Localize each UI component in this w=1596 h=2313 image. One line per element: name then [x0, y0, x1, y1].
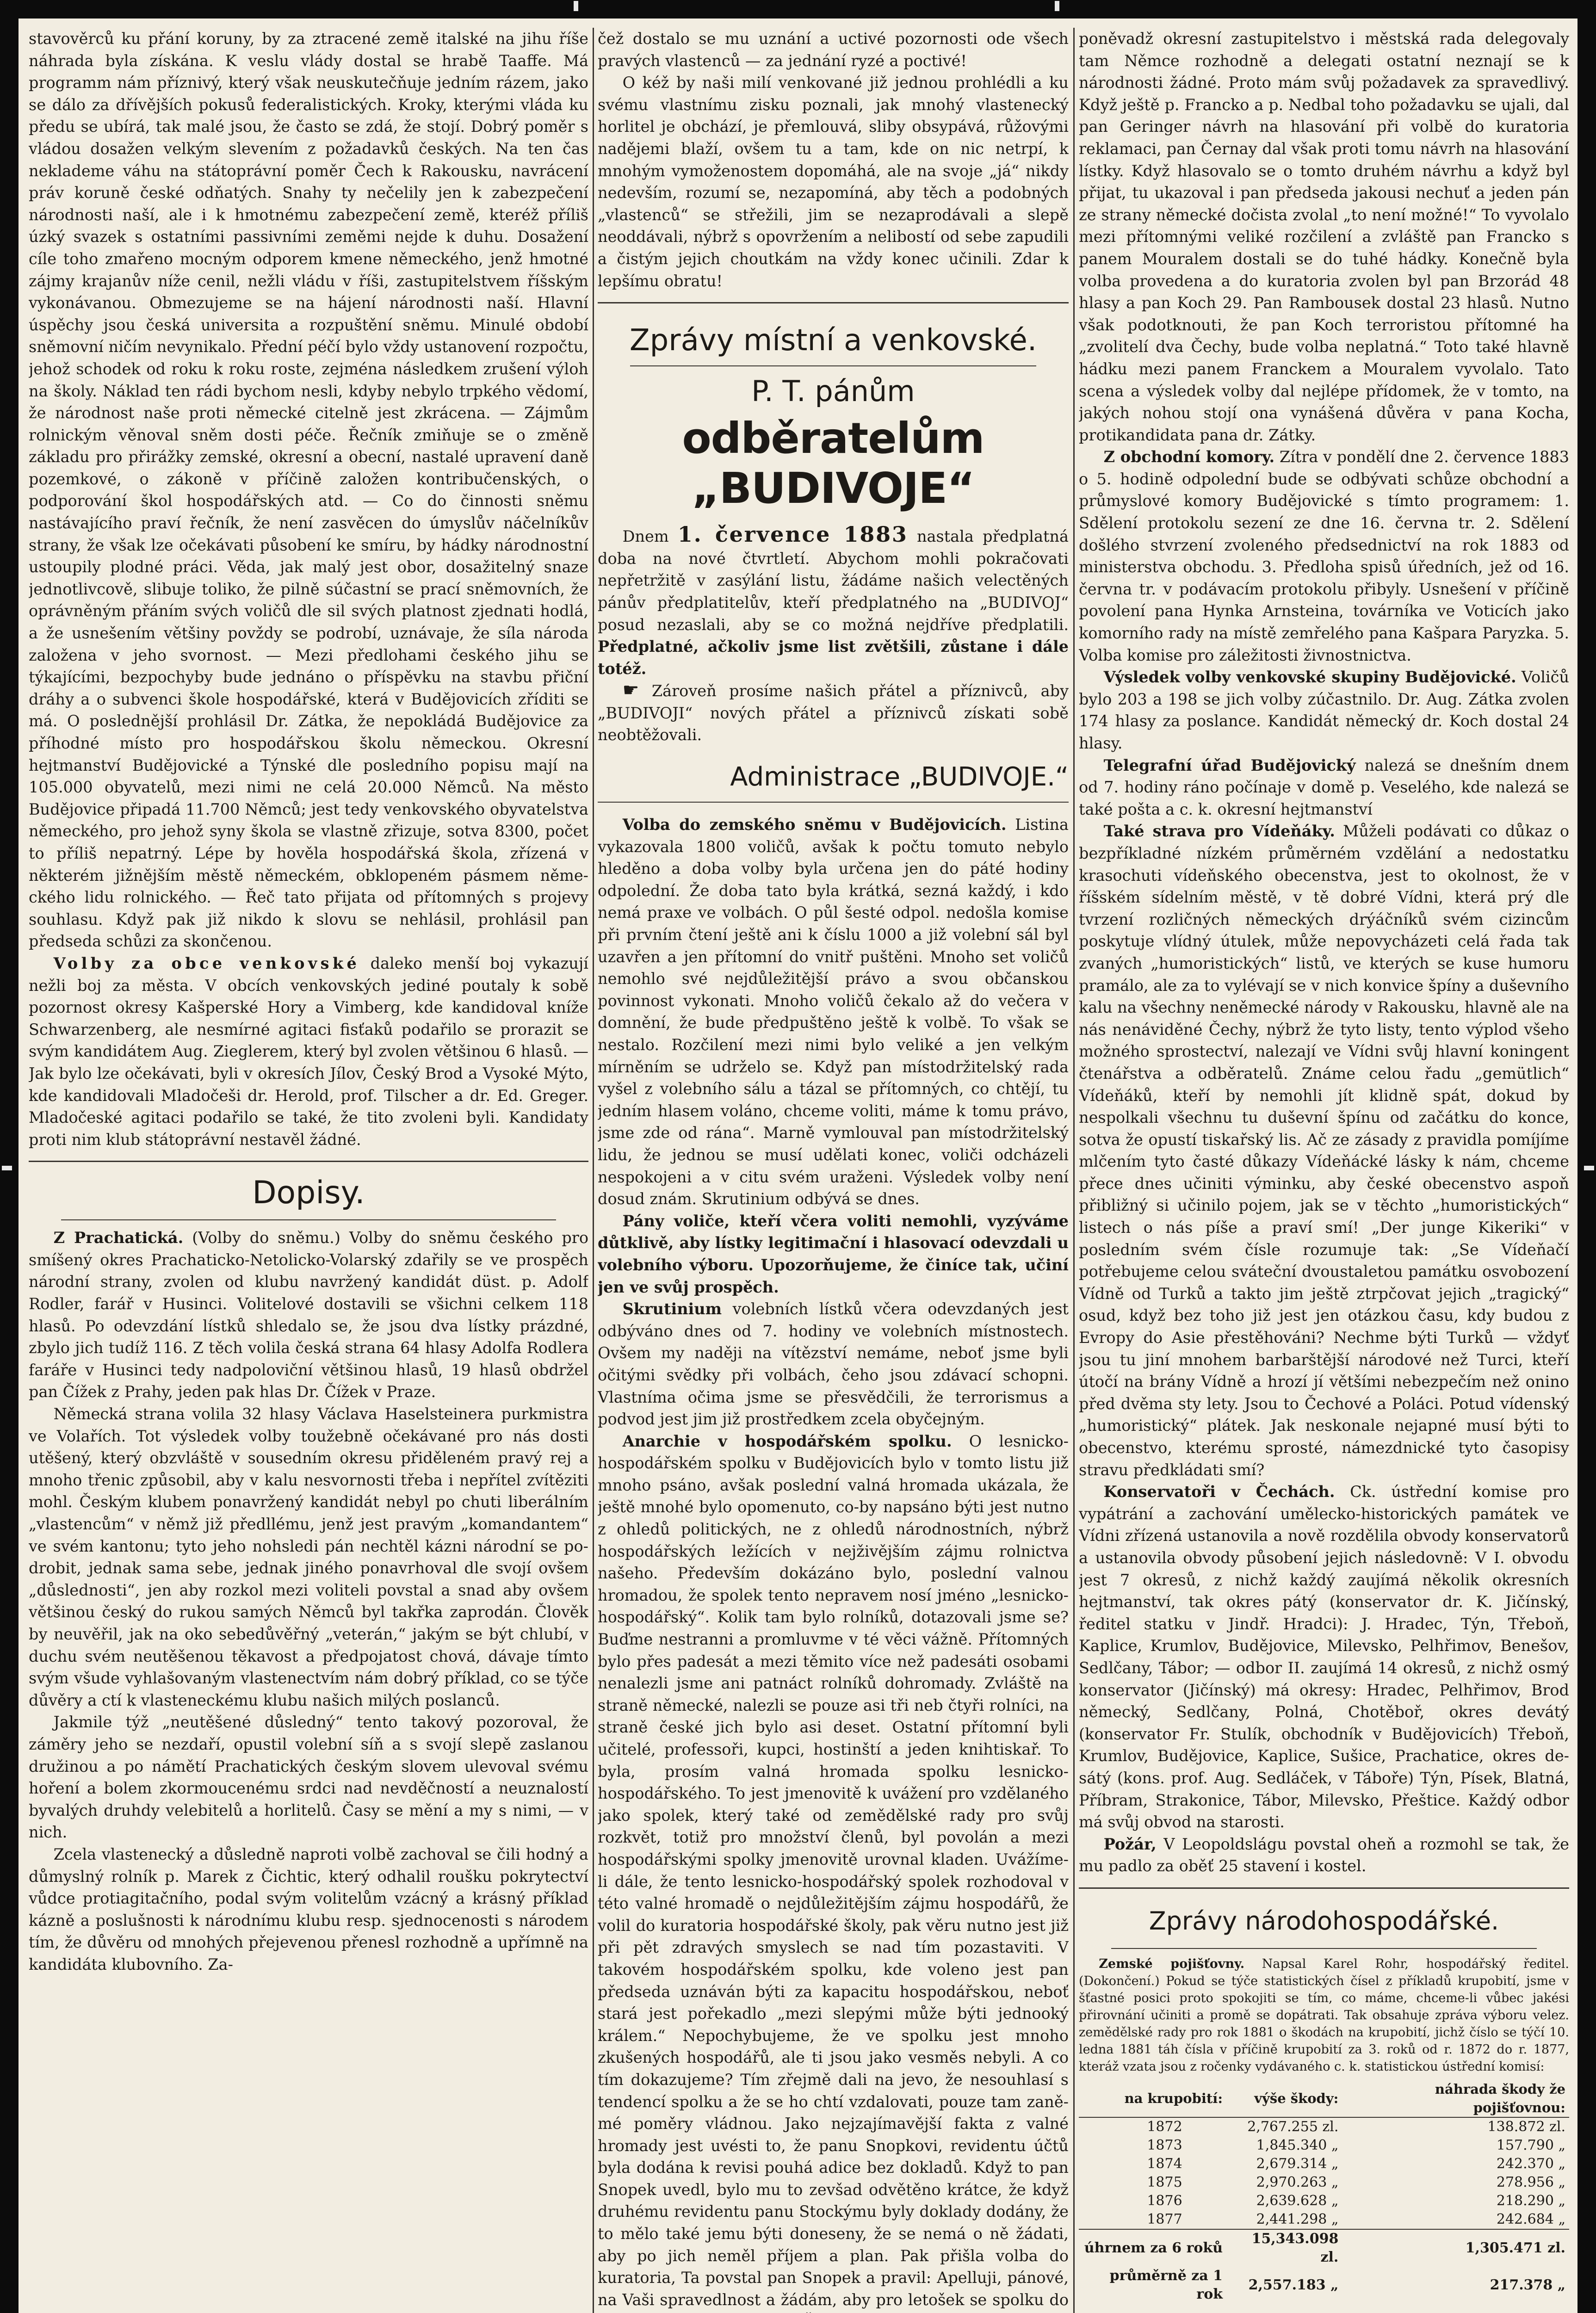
notice-title-pt: P. T. pánům [751, 374, 915, 408]
notice-signature: Administrace „BUDIVOJE.“ [730, 762, 1069, 792]
section-rule [29, 1161, 588, 1162]
article-paragraph: Telegrafní úřad Budějovický nalezá se dnešním dnem od 7. hodiny ráno počínaje v domě p. Veselého, kde nalezá se také pošta a c. k. okresní hejtmanství [1079, 756, 1569, 818]
article-paragraph: stavověrců ku přání koruny, by za ztracené země italské na jihu říše náhrada byla získána. K veslu vlády dostal se hrabě Taaffe. Má programm nám příznivý, který však neuskutečňuje jedním rázem, jako se dálo za dřívějších pokusů federalistických. Kroky, kterými vláda ku předu se ubírá, tak malé jsou, že často se zdá, že stojí. Dobrý poměr s vládou dosažen velkým slevením z požadavků českých. Na ten čas neklademe váhu na státoprávní poměr Čech k Rakousku, navrácení práv koruně české odňatých. Snahy ty nečelily jen k zabezpečení národnosti naší, ale i k hmotnému zabezpečení země, kteréž příliš úzký svazek s ostatními passivními zeměmi nejde k duhu. Dosažení cíle toho zmařeno mocným odporem kmene německého, jenž hmotné zájmy krajanův níže cenil, nežli vládu v říši, zastupitelstvem říšským vykonávanou. Obmezujeme se na hájení národnosti naší. Hlavní úspěchy jsou česká universita a rozpuštění sněmu. Minulé období sněmovní ničím nevynikalo. Přední péčí bylo vždy ustanovení rozpočtu, jehož schodek od roku k roku roste, zejména následkem zrušení výloh na školy. Náklad ten rádi bychom nesli, kdyby nebylo trpkého vědomí, že národnost naše proti německé citelně jest zkrácena. — Zájmům rolnickým věnoval sněm dosti péče. Řečník zmiňuje se o změně základu pro přirážky zemské, okresní a obecní, nastalé upravení daně pozemkové, o zákoně v příčině založen kontribučenských, o podporování škol hospodářských atd. — Co do činnosti sněmu nastávajícího praví řečník, že není zasvěcen do úmyslův náčelníkův strany, že však lze očekávati působení ke smíru, by hádky národnostní ustoupily plodné práci. Věda, jak malý jest obor, dosažitelný snaze jednotlivcově, slibuje toliko, že pilně súčastní se prací sněmovních, že oprávněným přáním svých voličů dle sil svých platnost zjednati hodlá, a že usnešením většiny povždy se podrobí, uznávaje, že síla národa založena v jeho svornost. — Mezi předlohami českého jihu se týkajícími, bezpochyby bude jednáno o příspěvku na stavbu přiční dráhy a o subvenci škole hospodářské, která v Budějovicích zříditi se má. O poslednější prohlásil Dr. Zátka, že nepokládá Budějovice za příhodné místo pro hospodářskou školu německou. Okresní hejtmanství Budějovické a Týnské dle posledního popisu mají na 105.000 obyvatelů, mezi nimi ne celá 20.000 Němců. Na město Budějovice připadá 11.700 Němců; jest tedy venkovského obyvatelstva německého, pro jehož syny škola se vlastně zřizuje, sotva 8300, počet to příliš nepatrný. Lépe by hověla hospodářská škola, zřízená v některém jižnějším městě německém, obklopeném pásmem německého lidu rolnického. — Řeč tato přijata od přítomných s projevy souhlasu. Když pak již nikdo k slovu se nehlásil, prohlásil pan předseda schůzi za skončenou. [29, 30, 588, 951]
run-in-heading: Telegrafní úřad Budějovický [1103, 756, 1356, 774]
article-paragraph: Německá strana volila 32 hlasy Václava Haselsteinera purkmistra ve Volařích. Tot výsledek volby toužebně očekávané pro nás dosti utěšený, který obzvláště v sousedním okresu přiděleném pravý rej a mnoho třenic způsobil, aby v kalu nesvornosti třeba i nepřítel zvítěziti mohl. Českým klubem ponavržený kandidát nebyl po chuti liberálním „vlastencům“ v němž již předllému, jenž jest pravým „komandantem“ ve svém kantonu; tyto jeho nohsledi pán nechtěl kázni národní se podrobit, jednak sama sebe, jednak jiného ponavrhoval dle svojí ovšem „důslednosti“, jen aby rozkol mezi voliteli povstal a snad aby ovšem většinou český do rukou samých Němců byl takřka zaprodán. Člověk by neuvěřil, jak na oko sebedůvěřný „veterán,“ jakým se být chlubí, v duchu svém neutěšenou těkavost a předpojatost chová, dávaje tímto svým všude vyhlašovaným vlastenectvím nám dobrý příklad, co se týče důvěry a ctí k vlasteneckému klubu našich milých poslanců. [29, 1405, 588, 1709]
article-paragraph: Volba do zemského sněmu v Budějovicích. Listina vykazovala 1800 voličů, avšak k počtu tomuto nebylo hleděno a doba volby byla určena jen do páté hodiny odpolední. Že doba tato byla krátká, sezná každý, i kdo nemá praxe ve volbách. O půl šesté odpol. nedošla komise při prvním čtení ještě ani k číslu 1000 a již volební sál byl uzavřen a jen přítomní do vnitř puštěni. Mnoho set voličů nemohlo své nejdůležitější právo a svou občanskou povinnost vykonati. Mnoho voličů čekalo až do večera v domnění, že bude předpuštěno ještě k volbě. To však se nestalo. Rozčilení mezi nimi bylo veliké a jen velkým mírněním se udrželo se. Když pan místodržitelský rada vyšel z volebního sálu a tázal se přítomných, co chtějí, tu jedním hlasem voláno, chceme voliti, máme k tomu právo, jsme zde od rána“. Marně vymlouval pan místodržitelský lidu, že jednou se musí udělati konec, voliči odcházeli nespokojeni a v citu svém uraženi. Výsledek volby není dosud znám. Skrutinium odbývá se dnes. [598, 816, 1069, 1208]
run-in-heading: Zemské pojišťovny. [1099, 1956, 1245, 1971]
column-rule-left [593, 28, 594, 2313]
notice-paragraph: Dnem 1. července 1883 nastala předplatná doba na nové čtvrtletí. Abychom mohli pokračovati nepřetržitě v zasýlání listu, žádáme našich velectěných pánův předplatitelův, kteří předplatného na „BUDIVOJ“ posud nezaslali, aby se co možná nejdříve předplatili. Předplatné, ačkoliv jsme list zvětšili, zůstane i dále totéž. [598, 522, 1069, 678]
run-in-heading: Z Prachatická. [53, 1229, 184, 1247]
article-paragraph: Z Prachatická. (Volby do sněmu.) Volby do sněmu českého pro smíšený okres Prachaticko-Netolicko-Volarský zdařily se ve prospěch národní strany, zvolen od klubu navržený kandidát düst. p. Adolf Rodler, farář v Husinci. Volitelové dostavili se všichni celkem 118 hlasů. Po odevzdání lístků shledalo se, že jsou dva lístky prázdné, zbylo jich tudíž 116. Z těch volila česká strana 64 hlasy Adolfa Rodlera faráře v Husinci tedy nadpoloviční většinou hlasů, 19 hlasů obdržel pan Čížek z Prahy, jeden pak hlas Dr. Čížek v Praze. [29, 1229, 588, 1401]
table-row: 1872 2,767.255 zl. 138.872 zl. [1147, 2118, 1565, 2135]
section-rule [598, 302, 1069, 303]
column-2 [598, 28, 1069, 2313]
run-in-heading: Skrutinium [622, 1300, 722, 1318]
article-paragraph: Zemské pojišťovny. Napsal Karel Rohr, hospodářský ředitel. (Dokončení.) Pokud se týče statistických čísel z příkladů krupobití, jsme v šťastné posici proto spokojiti se tím, co máme, chceme-li vůbec jakési přirovnání učiniti a promě se dopátrati. Tak obsahuje zpráva výboru velez. zemědělské rady pro rok 1881 o škodách na krupobití, jichž číslo se týčí 10. ledna 1881 táh čísla v příčině krupobití za 3. roků od r. 1872 do r. 1877, kteráž vzata jsou z ročenky vydávaného c. k. statistickou ústřední komisí: [1079, 1956, 1569, 2074]
section-title-zpravy-mistni: Zprávy místní a venkovské. [629, 323, 1037, 358]
run-in-heading: Z obchodní komory. [1103, 448, 1275, 466]
article-paragraph: Výsledek volby venkovské skupiny Budějovické. Voličů bylo 203 a 198 se jich volby zúčastnilo. Dr. Aug. Zátka zvolen 174 hlasy za poslance. Kandidát německý dr. Koch dostal 24 hlasy. [1079, 668, 1569, 752]
article-paragraph: Skrutinium volebních lístků včera odevzdaných jest odbýváno dnes od 7. hodiny ve volebních místnostech. Ovšem my naději na vítězství nemáme, neboť jsme byli očitými svědky při volbách, čeho jsou zdávací schopni. Vlastníma očima jsme se přesvědčili, že terrorismus a podvod jest jim již prostředkem zcela obyčejným. [598, 1300, 1069, 1429]
section-rule [598, 802, 1069, 803]
article-paragraph: poněvadž okresní zastupitelstvo i městská rada delegovaly tam Němce rozhodně a delegati ostatní neznají se k národnosti žádné. Proto mám svůj požadavek za spravedlivý. Když ještě p. Francko a p. Nedbal toho požadavku se ujali, dal pan Geringer návrh na hlasování při volbě do kuratoria reklamaci, pan Černay dal však proti tomu návrh na hlasování lístky. Když hlasovalo se o tomto druhém návrhu a když byl přijat, tu ukazoval i pan předseda jakousi nechuť a jeden pán ze strany německé dočista zvolal „to není možné!“ To vyvolalo mezi přítomnými veliké rozčilení a zvláště pan Francko s panem Mouralem dostali se do tuhé hádky. Konečně byla volba provedena a do kuratoria zvolen byl pan Brzorád 48 hlasy a pan Koch 29. Pan Rambousek dostal 23 hlasů. Nutno však podotknouti, že pan Koch terroristou přítomné ha „zvolitelí dva Čechy, bude volba neplatná.“ Toto také hlavně hádku mezi panem Franckem a Mouralem vyvolalo. Tato scena a výsledek volby dal nejlépe přídomek, že v tomto, na jakých nohou stojí ona vynášená důvěra v pana Kocha, protikandidata pana dr. Zátky. [1079, 30, 1569, 444]
column-1 [29, 28, 588, 2313]
table-row: 1875 2,970.263 „ 278.956 „ [1147, 2174, 1565, 2190]
article-paragraph: Jakmile týž „neutěšené důsledný“ tento takový pozoroval, že záměry jeho se nezdaří, opustil volební síň a s svojí slepě zaslanou družinou a po námětí Prachatických českým slovem ulevoval svému hoření a bolem zkormoucenému srdci nad nevděčností a neuznalostí byvalých druhdy velebitelů a horlitelů. Časy se mění a my s nimi, — v nich. [29, 1713, 588, 1842]
table-row: 1873 1,845.340 „ 157.790 „ [1147, 2137, 1565, 2153]
table-row: 1876 2,639.628 „ 218.290 „ [1147, 2192, 1565, 2209]
pointing-hand-icon: ☛ [622, 680, 639, 701]
section-rule [1079, 1887, 1569, 1889]
section-title-narodohospodarske: Zprávy národohospodářské. [1149, 1906, 1499, 1936]
article-paragraph: Anarchie v hospodářském spolku. O lesnicko-hospodářském spolku v Budějovicích bylo v tomto listu již mnoho psáno, avšak poslední valná hromada ukázala, že ještě mnohé bylo opomenuto, co-by napsáno býti jest nutno z ohledů politických, ne z ohledů národnostních, nýbrž hospodářských ležících v nejživějším zájmu rolnictva našeho. Především dokázáno bylo, poslední valnou hromadou, že spolek tento nepravem nosí jméno „lesnicko-hospodářský“. Kolik tam bylo rolníků, dotazovali jsme se? Buďme nestranni a promluvme v té věci vážně. Přítomných bylo přes padesát a mezi těmito více než padesáti osobami nenalezli jsme ani patnáct rolníků dohromady. Zvláště na straně německé, nalezli se pouze asi tři neb čtyři rolníci, na straně české jich bylo asi deset. Ostatní přítomní byli učitelé, professoři, kupci, hostinští a jeden knihtiskař. To byla, prosím valná hromada spolku lesnicko-hospodářského. To jest jmenovitě k uvážení pro vzdělaného jako spolek, který také od zemědělské rady pro svůj rozkvět, totiž pro množství členů, byl povolán a mezi hospodářskými spolky jmenovitě urovnal kladen. Uvážíme-li dále, že tento lesnicko-hospodářský spolek rozhodoval v této valné hromadě o nejdůležitějším zájmu hospodářů, že volil do kuratoria hospodářské školy, pak věru nutno jest již při pět zdravých smyslech se nad tím pozastaviti. V takovém hospodářském spolku, kde voleno jest pan předseda uznáván býti za kapacitu hospodářskou, neboť stará jest pořekadlo „mezi slepými může býti jednooký králem.“ Nepochybujeme, že ve spolku jest mnoho zkušených hospodářů, ale ti jsou jako vesměs nebyli. A co tím dokazujeme? Tím zřejmě dali na jevo, že nesouhlasí s tendencí spolku a že se ho chtí vzdalovati, pouze tam zaněmé poměry vládnou. Jako nejzajímavější fakta z valné hromady jest uvésti to, že panu Snopkovi, revidentu účtů byla dodána k revisi pouhá adice bez dokladů. Když to pan Snopek uvedl, bylo mu to zevšad odvětěno krátce, že když druhému revidentu panu Stockýmu byly doklady dodány, že to mělo také jemu býti doneseny, že se nemá o ně žádati, aby po jich neměl příjem a plan. Pak přišla volba do kuratoria, Ta povstal pan Snopek a pravil: Apelluji, pánové, na Vaši spravedlnost a žádám, aby pro letošek se spolku do [598, 1432, 1069, 2309]
run-in-heading: Také strava pro Vídeňáky. [1103, 822, 1335, 841]
run-in-heading: Volba do zemského sněmu v Budějovicích. [622, 816, 1007, 834]
article-paragraph: O kéž by naši milí venkované již jednou prohlédli a ku svému vlastnímu zisku poznali, jak mnohý vlastenecký horlitel je obchází, je přemlouvá, sliby obsypává, růžovými nadějemi blaží, ovšem tu a tam, kde on nic netrpí, k mnohým vymoženostem dopomáhá, ale na svoje „já“ nikdy nedevším, rozumí se, nezapomíná, aby těch a podobných „vlastenců“ se střežili, jim se nezaprodávali a slepě neoddávali, nýbrž s opovržením a nelibostí od sebe zapudili a čistým jejich choutkám na vždy konec učinili. Zdar k lepšímu obratu! [598, 74, 1069, 290]
run-in-heading: Požár, [1103, 1835, 1157, 1853]
title-underline [1111, 1948, 1537, 1949]
table-header: náhrada škody že pojišťovnou: [1342, 2080, 1569, 2117]
notice-paragraph: ☛ Zároveň prosíme našich přátel a příznivců, aby „BUDIVOJI“ nových přátel a příznivců získati sobě neobtěžovali. [598, 680, 1069, 744]
run-in-heading: Anarchie v hospodářském spolku. [622, 1432, 952, 1450]
section-title-dopisy: Dopisy. [252, 1175, 365, 1212]
title-underline [61, 1219, 556, 1220]
article-paragraph: Z obchodní komory. Zítra v pondělí dne 2. července 1883 o 5. hodině odpolední bude se odbývati schůze obchodní a průmyslové komory Budějovické s tímto programem: 1. Sdělení protokolu sezení ze dne 16. června tr. 2. Sdělení došlého stvrzení zvoleného předsednictví na rok 1883 od ministerstva obchodu. 3. Předloha spisů úředních, jež od 16. června tr. v podávacím protokolu přibyly. Usnešení v příčině povolení pana Hynka Arnsteina, továrníka ve Voticích jako komorního rady na místě zemřelého pana Kašpara Paryzka. 5. Volba komise pro záležitosti živnostnictva. [1079, 448, 1569, 664]
table-row: 1874 2,679.314 „ 242.370 „ [1147, 2155, 1565, 2172]
article-paragraph: Pány voliče, kteří včera voliti nemohli, vyzýváme důtklivě, aby lístky legitimační i hlasovací odevzdali u volebního výboru. Upozorňujeme, že činíce tak, učiní jen ve svůj prospěch. [598, 1212, 1069, 1296]
table-header: výše škody: [1226, 2080, 1342, 2117]
table-header: na krupobití: [1079, 2080, 1226, 2117]
article-paragraph: Volby za obce venkovské daleko menší boj vykazují nežli boj za města. V obcích venkovských jediné poutaly k sobě pozornost okresy Kašperské Hory a Vimberg, kde kandidoval kníže Schwarzenberg, ale nesmírné agitaci fisťaků podařilo se prorazit se svým kandidátem Aug. Zieglerem, který byl zvolen většinou 6 hlasů. — Jak bylo lze očekávati, byli v okresích Jílov, Český Brod a Vysoké Mýto, kde kandidovali Mladočeši dr. Herold, prof. Tilscher a dr. Ed. Greger. Mladočeské agitaci podařilo se také, že tito zvoleni byli. Kandidaty proti nim klub státoprávní nestavěl žádné. [29, 954, 588, 1149]
article-paragraph: čež dostalo se mu uznání a uctivé pozornosti ode všech pravých vlastenců — za jednání ryzé a poctivé! [598, 30, 1069, 70]
article-paragraph: Požár, V Leopoldslágu povstal oheň a rozmohl se tak, že mu padlo za oběť 25 stavení i kostel. [1079, 1835, 1569, 1875]
article-paragraph: Také strava pro Vídeňáky. Můželi podávati co důkaz o bezpříkladné nízkém průměrném vzdělání a nedostatku krasochuti vídeňského obecenstva, jest to okolnost, že v říšském sídelním městě, v tě dobré Vídni, která prý dle tvrzení rozličných německých drýáčníků svém cizincům poskytuje vlídný útulek, může nepovycházeti celá řada tak zvaných „humoristických“ listů, ve kterých se kuse humoru pramálo, ale za to vylévají se v nich konvice špíny a duševního kalu na všechny neněmecké národy v Rakousku, hlavně ale na nás nenáviděné Čechy, nýbrž že tyto listy, tento výplod všeho možného sprostectví, nalezají ve Vídni svůj hlavní koningent čtenářstva a odběratelů. Známe celou řadu „gemütlich“ Vídeňáků, kteří by nemohli jít klidně spát, dokud by nespolkali všechnu tu duševní špínu od začátku do konce, sotva že opustí tiskařský lis. Ač ze zásady z pravidla pomíjíme mlčením tyto časté důkazy Vídeňácké lásky k nám, chceme přece dnes učiniti výminku, aby české obecenstvo aspoň přibližný si učinilo pojem, jak se v těchto „humoristických“ listech o nás píše a praví smí! „Der junge Kikeriki“ v posledním svém čísle rozumuje tak: „Se Vídeňačí potřebujeme celou sváteční dvoustaletou památku osvobození Vídně od Turků a takto jim ještě ztrpčovat jejich „tragický“ osud, když bez toho již jest jen otázkou času, kdy budou z Evropy do Asie přestěhováni? Nechme býti Turků — vždyť jsou tu jiní mnohem barbarštější národové než Turci, kteří útočí na brány Vídně a hrozí jí většími nebezpečím než onino před dvěma sty lety. Jsou to Čechové a Poláci. Potud vídenský „humoristický“ plátek. Jak neskonale nejapné musí býti to obecenstvo, kterému sprosté, námezdnické tyto časopisy stravu předkládati smí? [1079, 822, 1569, 1479]
run-in-heading: Výsledek volby venkovské skupiny Budějovické. [1103, 668, 1516, 686]
hail-damage-table [1079, 2080, 1569, 2304]
newspaper-page [19, 19, 1577, 2313]
article-paragraph: Konservatoři v Čechách. Ck. ústřední komise pro vypátrání a zachování umělecko-historických památek ve Vídni zřízená ustanovila a nově rozdělila obvody konservatorů a ustanovila obvody působení jejich následovně: V I. obvodu jest 7 okresů, z nichž každý zaujímá několik okresních hejtmanství, tak okres pátý (konservator dr. K. Jičínský, ředitel statku v Jindř. Hradci): J. Hradec, Týn, Třeboň, Kaplice, Krumlov, Budějovice, Milevsko, Pelhřimov, Benešov, Sedlčany, Tábor; — odbor II. zaujímá 14 okresů, z nichž osmý konservator (Jičínský) má okresy: Hradec, Pelhřimov, Brod německý, Sedlčany, Polná, Chotěboř, okres devátý (konservator Fr. Stulík, obchodník v Budějovicích) Třeboň, Krumlov, Budějovice, Kaplice, Sušice, Prachatice, okres desátý (kons. prof. Aug. Sedláček, v Táboře) Týn, Písek, Blatná, Příbram, Strakonice, Tábor, Milevsko, Přeštice. Každý odbor má svůj obvod na starosti. [1079, 1483, 1569, 1831]
table-average-row: průměrně za 1 rok 2,557.183 „ 217.378 „ [1109, 2267, 1565, 2302]
table-row: 1877 2,441.298 „ 242.684 „ [1147, 2211, 1565, 2227]
column-3 [1079, 28, 1569, 2313]
subscription-date: 1. července 1883 [677, 522, 908, 547]
run-in-heading: Konservatoři v Čechách. [1103, 1483, 1335, 1501]
table-total-row: úhrnem za 6 roků 15,343.098 zl. 1,305.471 zl. [1079, 2229, 1569, 2267]
notice-title-odberatelum: odběratelům „BUDIVOJE“ [682, 414, 984, 513]
run-in-heading: Volby za obce venkovské [53, 954, 360, 972]
title-underline [630, 365, 1036, 366]
column-rule-right [1073, 28, 1075, 2313]
article-paragraph: Zcela vlastenecký a důsledně naproti volbě zachoval se čili hodný a důmyslný rolník p. Marek z Čichtic, který odhalil roušku pokrytectví vůdce protiagitačního, podal svým volitelům vzácný a krásný příklad kázně a poslušnosti k národnímu klubu resp. sjednocenosti s národem tím, že důvěru od mnohých přejevenou přenesl rozhodně a upřímně na kandidáta klubovního. Za- [29, 1845, 588, 1973]
